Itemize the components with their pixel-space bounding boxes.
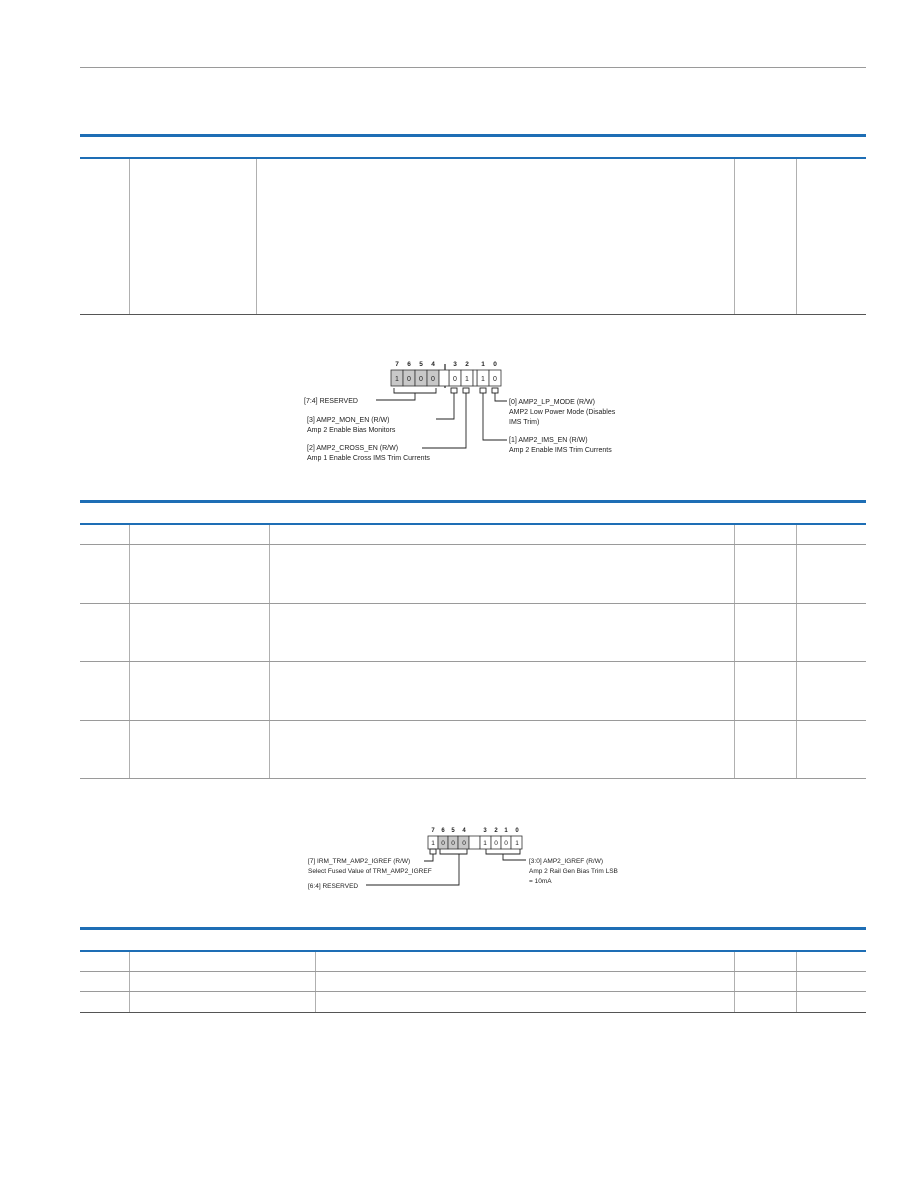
column-divider [796,525,797,779]
bit-marker [430,849,436,854]
bit-marker [492,388,498,393]
bit-number: 1 [504,828,508,834]
reserved-bracket [366,849,467,885]
column-divider [796,159,797,314]
bit-number: 3 [453,361,457,368]
column-divider [734,525,735,779]
bit-number: 6 [407,361,411,368]
register-table-2 [80,500,866,782]
row-divider [80,661,866,662]
column-divider [734,159,735,314]
table-bottom-rule [80,1012,866,1013]
irm-trm-label: [7] IRM_TRM_AMP2_IGREF (R/W) [308,858,411,865]
bit-number: 6 [441,828,445,834]
irm-trm-desc: Select Fused Value of TRM_AMP2_IGREF [308,868,432,875]
bit-number: 4 [462,828,466,834]
bit-value: 0 [494,840,498,847]
bit-value: 0 [431,376,435,383]
reserved-label: [6:4] RESERVED [308,883,359,890]
table-top-rule [80,927,866,930]
cross-en-label: [2] AMP2_CROSS_EN (R/W) [307,445,399,452]
reserved-bracket [376,388,436,400]
bit-value: 0 [504,840,508,847]
igref-label: [3:0] AMP2_IGREF (R/W) [529,858,604,865]
column-divider [796,952,797,1012]
bit-number: 7 [431,828,435,834]
irm-trm-connector [424,854,433,861]
lp-mode-connector [495,393,507,401]
row-divider [80,603,866,604]
bit-value: 0 [451,840,455,847]
column-divider [129,952,130,1012]
bit-marker [451,388,457,393]
bit-number: 0 [515,828,519,834]
bit-value: 1 [483,840,487,847]
bit-value: 0 [441,840,445,847]
bit-number: 3 [483,828,487,834]
bit-box [469,836,480,849]
row-divider [80,991,866,992]
lp-mode-label: [0] AMP2_LP_MODE (R/W) [509,399,595,406]
table-bottom-rule [80,314,866,315]
column-divider [256,159,257,314]
bit-number: 2 [494,828,498,834]
bit-marker [480,388,486,393]
table-top-rule [80,500,866,503]
bit-marker [463,388,469,393]
bit-number: 5 [451,828,455,834]
cross-en-connector [422,393,466,448]
lp-mode-desc: IMS Trim) [509,419,540,426]
column-divider [315,952,316,1012]
bit-value: 0 [453,376,457,383]
bit-number: 5 [419,361,423,368]
column-divider [129,525,130,779]
igref-desc: Amp 2 Rail Gen Bias Trim LSB [529,868,618,875]
bit-diagram-1 [300,358,660,466]
column-divider [734,952,735,1012]
row-divider [80,720,866,721]
table-header-rule [80,157,866,159]
bit-value: 1 [515,840,519,847]
ims-en-desc: Amp 2 Enable IMS Trim Currents [509,447,612,454]
bit-value: 0 [493,376,497,383]
bit-number: 0 [493,361,497,368]
bit-value: 0 [419,376,423,383]
bit-box-gap [473,370,477,386]
table-header-rule [80,950,866,952]
ims-en-label: [1] AMP2_IMS_EN (R/W) [509,437,588,444]
mon-en-connector [436,393,454,419]
reserved-label: [7:4] RESERVED [304,398,358,405]
bit-value: 1 [431,840,435,847]
lp-mode-desc: AMP2 Low Power Mode (Disables [509,409,616,416]
bit-number: 4 [431,361,435,368]
table-top-rule [80,134,866,137]
igref-desc: = 10mA [529,878,552,885]
bit-value: 1 [481,376,485,383]
page-header-rule [80,67,866,68]
cross-en-desc: Amp 1 Enable Cross IMS Trim Currents [307,455,430,462]
register-table-3 [80,927,866,1017]
mon-en-label: [3] AMP2_MON_EN (R/W) [307,417,390,424]
bit-value: 1 [395,376,399,383]
row-divider [80,544,866,545]
column-divider [129,159,130,314]
table-header-rule [80,523,866,525]
row-divider [80,971,866,972]
bit-value: 0 [407,376,411,383]
table-bottom-rule [80,778,866,779]
bit-box-gap [439,370,449,386]
bit-number: 2 [465,361,469,368]
igref-bracket [486,849,526,860]
column-divider [269,525,270,779]
bit-value: 1 [465,376,469,383]
mon-en-desc: Amp 2 Enable Bias Monitors [307,427,396,434]
register-table-1 [80,134,866,316]
bit-value: 0 [462,840,466,847]
bit-diagram-2 [300,824,660,900]
bit-number: 1 [481,361,485,368]
bit-number: 7 [395,361,399,368]
